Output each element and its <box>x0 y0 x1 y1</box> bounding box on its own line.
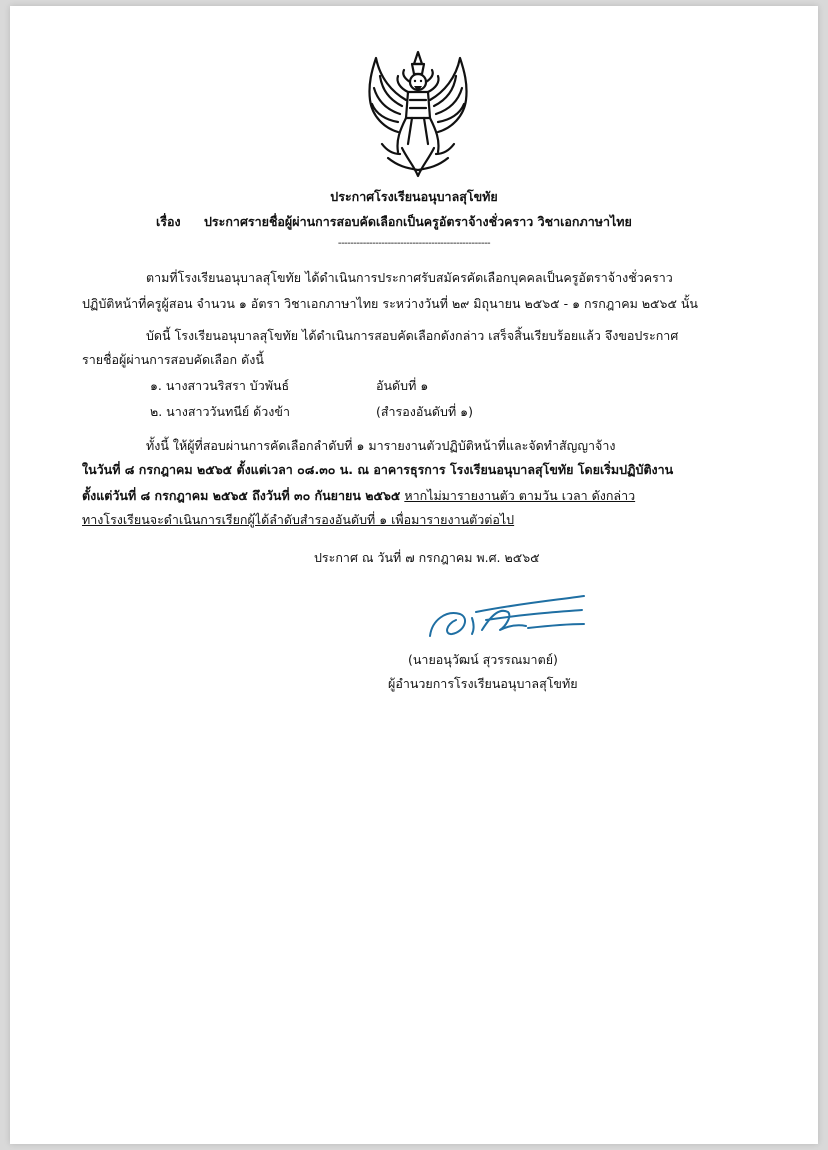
signer-name: (นายอนุวัฒน์ สุวรรณมาตย์) <box>408 652 558 667</box>
subject-label: เรื่อง <box>156 214 181 229</box>
candidate-1-name: ๑. นางสาวนริสรา บัวพันธ์ <box>150 378 290 393</box>
announcement-date: ประกาศ ณ วันที่ ๗ กรกฎาคม พ.ศ. ๒๕๖๕ <box>314 550 540 565</box>
signer-title: ผู้อำนวยการโรงเรียนอนุบาลสุโขทัย <box>388 676 578 691</box>
paragraph-1-line-2: ปฏิบัติหน้าที่ครูผู้สอน จำนวน ๑ อัตรา วิชาเอกภาษาไทย ระหว่างวันที่ ๒๙ มิถุนายน ๒๕๖๕ - ๑ กรกฎาคม ๒๕๖๕ นั้น <box>82 296 698 311</box>
warning-text-part-2: ทางโรงเรียนจะดำเนินการเรียกผู้ได้ลำดับสำรองอันดับที่ ๑ เพื่อมารายงานตัวต่อไป <box>82 512 515 527</box>
paragraph-3-line-2: ในวันที่ ๘ กรกฎาคม ๒๕๖๕ ตั้งแต่เวลา ๐๘.๓๐ น. ณ อาคารธุรการ โรงเรียนอนุบาลสุโขทัย โดยเริ่มปฏิบัติงาน <box>82 462 674 477</box>
signature-image <box>416 590 592 650</box>
paragraph-3-line-3 <box>82 488 635 504</box>
candidate-2-name: ๒. นางสาววันทนีย์ ด้วงข้า <box>150 404 290 419</box>
document-title: ประกาศโรงเรียนอนุบาลสุโขทัย <box>330 189 498 204</box>
document-page <box>10 6 818 1144</box>
subject-text: ประกาศรายชื่อผู้ผ่านการสอบคัดเลือกเป็นครูอัตราจ้างชั่วคราว วิชาเอกภาษาไทย <box>204 214 632 229</box>
warning-text-part-1: หากไม่มารายงานตัว ตามวัน เวลา ดังกล่าว <box>404 488 636 503</box>
paragraph-2-line-1: บัดนี้ โรงเรียนอนุบาลสุโขทัย ได้ดำเนินการสอบคัดเลือกดังกล่าว เสร็จสิ้นเรียบร้อยแล้ว จึงขอประกาศ <box>146 328 679 343</box>
work-period-text: ตั้งแต่วันที่ ๘ กรกฎาคม ๒๕๖๕ ถึงวันที่ ๓๐ กันยายน ๒๕๖๕ <box>82 488 401 503</box>
candidate-1-rank: อันดับที่ ๑ <box>376 378 429 393</box>
garuda-emblem-icon <box>358 48 478 180</box>
paragraph-1-line-1: ตามที่โรงเรียนอนุบาลสุโขทัย ได้ดำเนินการประกาศรับสมัครคัดเลือกบุคคลเป็นครูอัตราจ้างชั่วคราว <box>146 270 673 285</box>
header-divider: ------------------------------------------------- <box>337 238 491 249</box>
paragraph-2-line-2: รายชื่อผู้ผ่านการสอบคัดเลือก ดังนี้ <box>82 352 264 367</box>
paragraph-3-line-1: ทั้งนี้ ให้ผู้ที่สอบผ่านการคัดเลือกลำดับที่ ๑ มารายงานตัวปฏิบัติหน้าที่และจัดทำสัญญาจ้าง <box>146 438 616 453</box>
candidate-2-rank: (สำรองอันดับที่ ๑) <box>376 404 473 419</box>
